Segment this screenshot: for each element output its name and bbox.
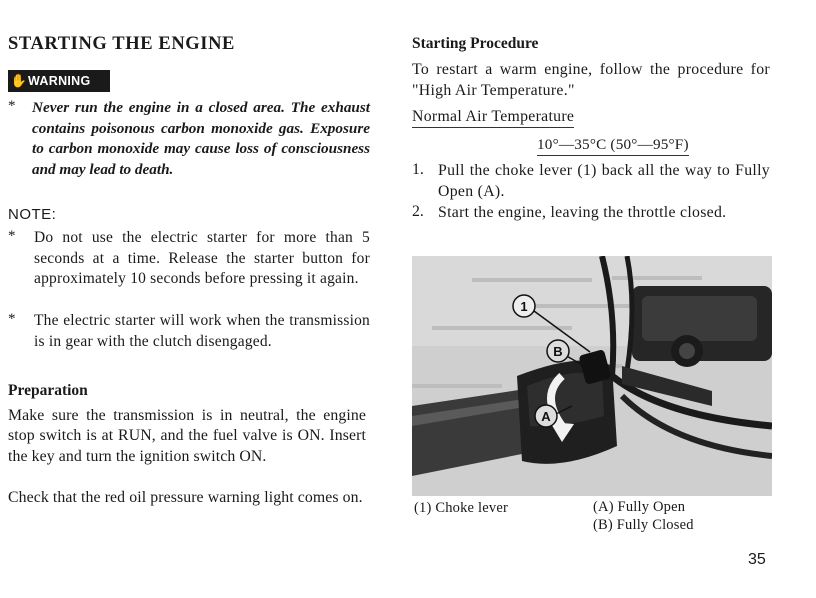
step-text-2: Start the engine, leaving the throttle closed. bbox=[438, 204, 727, 221]
condition-label: Normal Air Temperature bbox=[412, 108, 574, 128]
note-text-1: Do not use the electric starter for more than 5 seconds at a time. Release the starter button for approximately 10 seconds before pressing it again. bbox=[34, 229, 370, 288]
warning-badge bbox=[8, 70, 110, 92]
preparation-text-2: Check that the red oil pressure warning light comes on. bbox=[8, 489, 363, 506]
warning-badge-label: WARNING bbox=[28, 74, 91, 88]
step-number-1: 1. bbox=[412, 161, 424, 178]
note-label: NOTE: bbox=[8, 206, 57, 223]
preparation-heading: Preparation bbox=[8, 382, 88, 399]
page-title: STARTING THE ENGINE bbox=[8, 34, 235, 54]
bullet-star: * bbox=[8, 228, 16, 244]
callout-1-label: 1 bbox=[520, 299, 528, 314]
page-number: 35 bbox=[748, 551, 766, 568]
procedure-heading: Starting Procedure bbox=[412, 35, 539, 52]
warning-text: Never run the engine in a closed area. The exhaust contains poisonous carbon monoxide gas. Exposure to carbon monoxide may cause loss of consciousness and may lead to death. bbox=[32, 99, 370, 178]
procedure-intro: To restart a warm engine, follow the procedure for "High Air Temperature." bbox=[412, 61, 770, 99]
bullet-star: * bbox=[8, 98, 16, 114]
preparation-text-1: Make sure the transmission is in neutral, the engine stop switch is at RUN, and the fuel valve is ON. Insert the key and turn the ignition switch ON. bbox=[8, 407, 366, 465]
step-text-1: Pull the choke lever (1) back all the way to Fully Open (A). bbox=[438, 162, 770, 200]
caption-choke-lever: (1) Choke lever bbox=[414, 500, 508, 516]
step-number-2: 2. bbox=[412, 203, 424, 220]
choke-lever-photo bbox=[412, 256, 772, 496]
bullet-star: * bbox=[8, 311, 16, 327]
choke-lever-illustration bbox=[412, 256, 772, 496]
note-text-2: The electric starter will work when the transmission is in gear with the clutch disengaged. bbox=[34, 312, 370, 350]
condition-range: 10°—35°C (50°—95°F) bbox=[537, 136, 689, 156]
callout-b-label: B bbox=[553, 344, 563, 359]
hand-warning-icon: ✋ bbox=[10, 73, 28, 88]
caption-fully-closed: (B) Fully Closed bbox=[593, 517, 694, 533]
caption-fully-open: (A) Fully Open bbox=[593, 499, 686, 515]
callout-a-label: A bbox=[541, 409, 551, 424]
